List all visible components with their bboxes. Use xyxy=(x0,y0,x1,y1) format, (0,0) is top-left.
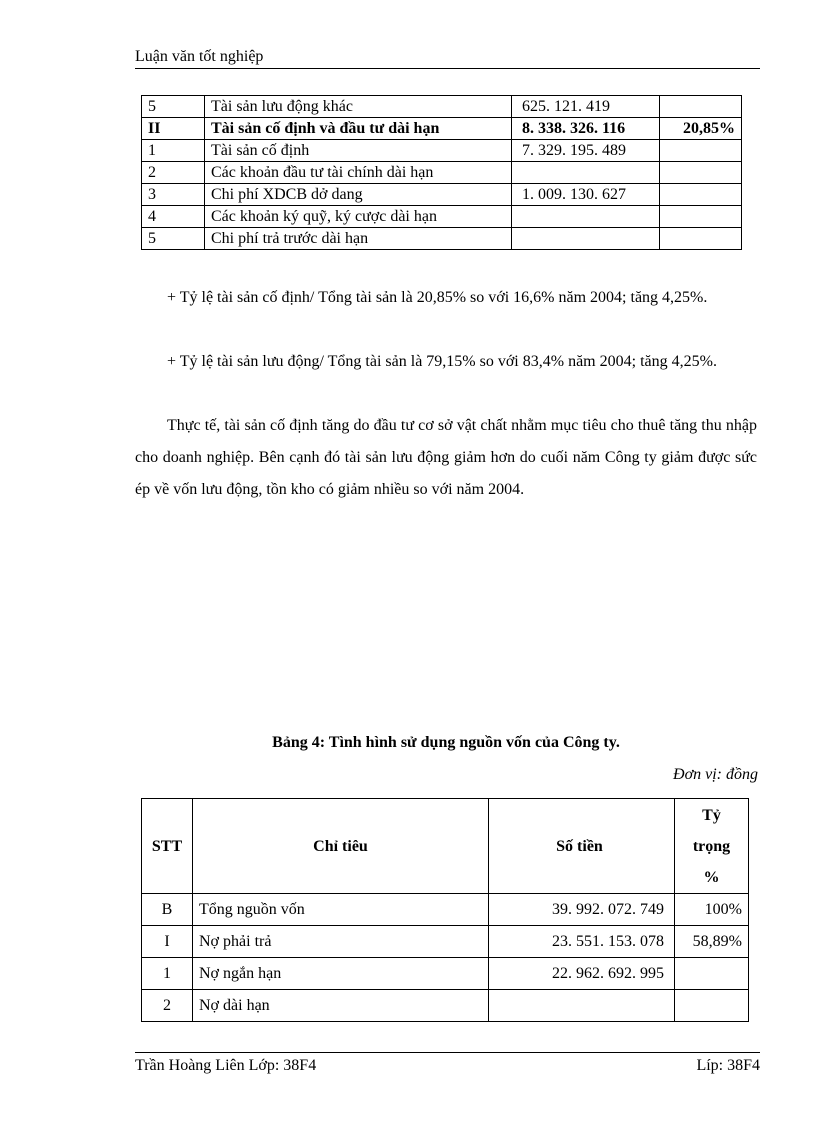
table-caption: Bảng 4: Tình hình sử dụng nguồn vốn của Công ty. xyxy=(272,734,620,751)
stt-cell: I xyxy=(142,926,193,958)
stt-cell: 5 xyxy=(142,228,205,250)
name-cell: Chi phí trả trước dài hạn xyxy=(205,228,512,250)
header-name: Chỉ tiêu xyxy=(193,799,489,894)
name-cell: Tài sản lưu động khác xyxy=(205,96,512,118)
amount-cell: 22. 962. 692. 995 xyxy=(489,958,675,990)
amount-cell: 39. 992. 072. 749 xyxy=(489,894,675,926)
name-cell: Nợ phải trả xyxy=(193,926,489,958)
page-header: Luận văn tốt nghiệp xyxy=(135,48,760,69)
name-cell: Chi phí XDCB dở dang xyxy=(205,184,512,206)
paragraph-fixed-assets-ratio: + Tỷ lệ tài sản cố định/ Tổng tài sản là 20,85% so với 16,6% năm 2004; tăng 4,25%. xyxy=(167,289,708,306)
percent-cell: 20,85% xyxy=(660,118,742,140)
name-cell: Tổng nguồn vốn xyxy=(193,894,489,926)
amount-cell xyxy=(512,162,660,184)
amount-cell: 8. 338. 326. 116 xyxy=(512,118,660,140)
table-row xyxy=(142,96,742,118)
name-cell: Các khoản ký quỹ, ký cược dài hạn xyxy=(205,206,512,228)
amount-cell: 7. 329. 195. 489 xyxy=(512,140,660,162)
table-row xyxy=(142,228,742,250)
amount-cell xyxy=(512,228,660,250)
header-percent-line: Tỷ xyxy=(702,806,721,824)
percent-cell xyxy=(660,228,742,250)
header-amount: Số tiền xyxy=(489,799,675,894)
footer-author: Trần Hoàng Liên Lớp: 38F4 xyxy=(135,1057,317,1074)
percent-cell xyxy=(675,990,749,1022)
paragraph-analysis: Thực tế, tài sản cố định tăng do đầu tư cơ sở vật chất nhằm mục tiêu cho thuê tăng thu nhập cho doanh nghiệp. Bên cạnh đó tài sản lưu động giảm hơn do cuối năm Công ty giảm được sức ép về vốn lưu động, tồn kho có giảm nhiều so với năm 2004. xyxy=(135,417,757,498)
assets-table xyxy=(141,95,742,250)
unit-label: Đơn vị: đồng xyxy=(673,766,758,783)
amount-cell: 625. 121. 419 xyxy=(512,96,660,118)
stt-cell: II xyxy=(142,118,205,140)
header-percent-line: % xyxy=(703,868,720,886)
table-row xyxy=(142,926,749,958)
table-row xyxy=(142,184,742,206)
name-cell: Nợ dài hạn xyxy=(193,990,489,1022)
table-row xyxy=(142,206,742,228)
stt-cell: 4 xyxy=(142,206,205,228)
header-percent xyxy=(675,799,749,894)
paragraph-current-assets-ratio: + Tỷ lệ tài sản lưu động/ Tổng tài sản là 79,15% so với 83,4% năm 2004; tăng 4,25%. xyxy=(167,353,717,370)
table-row xyxy=(142,140,742,162)
stt-cell: 2 xyxy=(142,162,205,184)
stt-cell: 3 xyxy=(142,184,205,206)
table-header-row xyxy=(142,799,749,894)
name-cell: Tài sản cố định xyxy=(205,140,512,162)
page-footer xyxy=(135,1052,760,1075)
table-row xyxy=(142,162,742,184)
footer-class: Líp: 38F4 xyxy=(696,1057,760,1074)
capital-sources-table xyxy=(141,798,749,1022)
stt-cell: 5 xyxy=(142,96,205,118)
percent-cell xyxy=(660,96,742,118)
name-cell: Nợ ngắn hạn xyxy=(193,958,489,990)
percent-cell xyxy=(660,162,742,184)
header-stt: STT xyxy=(142,799,193,894)
stt-cell: 1 xyxy=(142,958,193,990)
table-row xyxy=(142,894,749,926)
percent-cell xyxy=(660,140,742,162)
amount-cell xyxy=(489,990,675,1022)
amount-cell: 23. 551. 153. 078 xyxy=(489,926,675,958)
name-cell: Tài sản cố định và đầu tư dài hạn xyxy=(205,118,512,140)
percent-cell: 58,89% xyxy=(675,926,749,958)
stt-cell: 1 xyxy=(142,140,205,162)
table-row xyxy=(142,118,742,140)
amount-cell xyxy=(512,206,660,228)
percent-cell xyxy=(660,184,742,206)
percent-cell xyxy=(675,958,749,990)
table-row xyxy=(142,958,749,990)
stt-cell: 2 xyxy=(142,990,193,1022)
header-percent-line: trọng xyxy=(692,837,731,855)
name-cell: Các khoản đầu tư tài chính dài hạn xyxy=(205,162,512,184)
amount-cell: 1. 009. 130. 627 xyxy=(512,184,660,206)
percent-cell: 100% xyxy=(675,894,749,926)
percent-cell xyxy=(660,206,742,228)
stt-cell: B xyxy=(142,894,193,926)
table-row xyxy=(142,990,749,1022)
